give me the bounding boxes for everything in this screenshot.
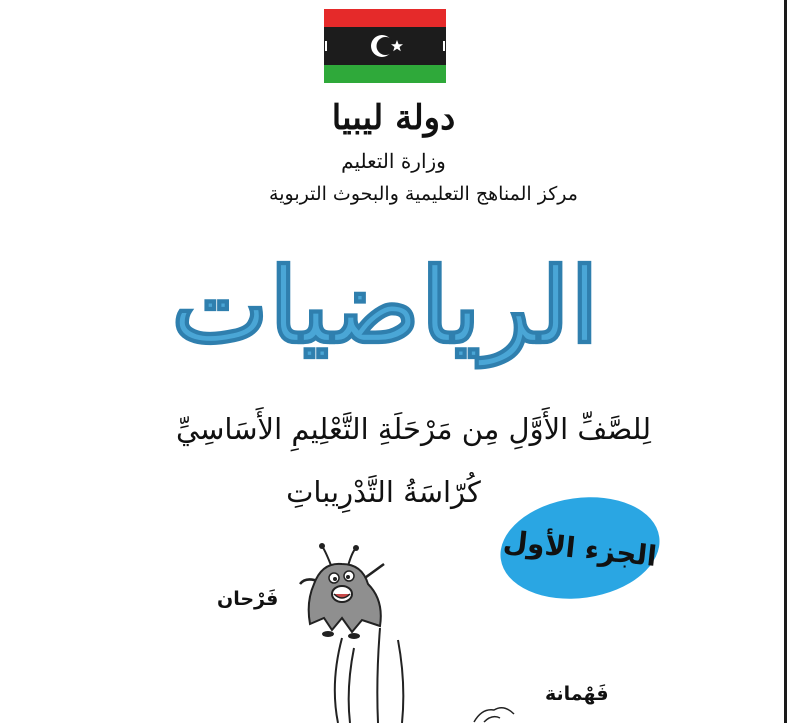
workbook-title: كُرّاسَةُ التَّدْرِيباتِ: [286, 475, 481, 509]
part-badge-label: الجزء الأول: [501, 523, 659, 573]
subject-title: [150, 230, 620, 370]
libya-flag-icon: [324, 9, 446, 83]
subject-title-text: الرياضيات: [171, 244, 599, 367]
farhan-mascot-icon: [292, 540, 397, 640]
ministry-name: وزارة التعليم: [341, 149, 446, 173]
grade-line: لِلصَّفِّ الأَوَّلِ مِن مَرْحَلَةِ التَّعْلِيمِ الأَسَاسِيِّ: [175, 412, 652, 446]
curriculum-center-name: مركز المناهج التعليمية والبحوث التربوية: [269, 183, 578, 205]
decorative-strokes: [320, 628, 430, 723]
state-name: دولة ليبيا: [331, 98, 456, 138]
fahmana-mascot-partial-icon: [470, 700, 520, 723]
farhan-name: فَرْحان: [217, 588, 279, 610]
fahmana-name: فَهْمانة: [545, 683, 609, 705]
